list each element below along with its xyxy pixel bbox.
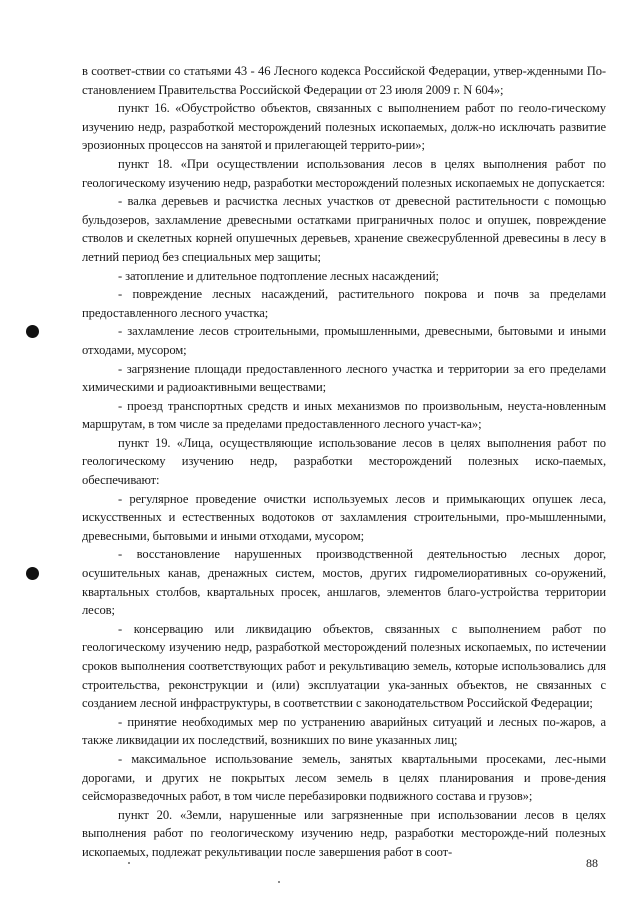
binder-hole-mark	[26, 325, 39, 338]
paragraph: в соответ-ствии со статьями 43 - 46 Лесного кодекса Российской Федерации, утвер-жденными По-становлением Правительства Российской Федерации от 23 июля 2009 г. N 604»;	[82, 64, 606, 97]
page-number: 88	[586, 856, 598, 870]
document-body	[82, 62, 606, 862]
paragraph: - затопление и длительное подтопление лесных насаждений;	[118, 268, 439, 283]
scan-speck	[278, 881, 280, 883]
paragraph: - повреждение лесных насаждений, растительного покрова и почв за пределами предоставленного лесного участка;	[82, 287, 606, 320]
paragraph: - загрязнение площади предоставленного лесного участка и территории за его пределами химическими и радиоактивными веществами;	[82, 361, 606, 395]
paragraph: - консервацию или ликвидацию объектов, связанных с выполнением работ по геологическому изучению недр, разработкой месторождений полезных ископаемых, по истечении сроков выполнения соответствующих работ и рекультивацию земель, которые использовались для строительства, реконструкции и (или) эксплуатации ука-занных объектов, не связанных с созданием лесной инфраструктуры, в соответствии с законодательством Российской Федерации;	[82, 621, 606, 711]
paragraph: пункт 16. «Обустройство объектов, связанных с выполнением работ по геоло-гическому изучению недр, разработкой месторождений полезных ископаемых, долж-но исключать развитие эрозионных процессов на занятой и прилегающей террито-рии»;	[82, 101, 606, 153]
paragraph: - захламление лесов строительными, промышленными, древесными, бытовыми и иными отходами, мусором;	[82, 324, 606, 357]
paragraph: - регулярное проведение очистки используемых лесов и примыкающих опушек леса, искусственных и естественных водотоков от захламления строительными, про-мышленными, древесными, бытовыми и иными отходами, мусором;	[82, 491, 606, 543]
binder-hole-mark	[26, 567, 39, 580]
paragraph: пункт 19. «Лица, осуществляющие использование лесов в целях выполнения работ по геологическому изучению недр, разработки месторождений полезных иско-паемых, обеспечивают:	[82, 435, 606, 488]
paragraph: пункт 20. «Земли, нарушенные или загрязненные при использовании лесов в целях выполнения работ по геологическому изучению недр, разработки месторожде-ний полезных ископаемых, подлежат рекультивации после завершения работ в соот-	[82, 807, 606, 859]
scan-speck	[128, 862, 130, 864]
paragraph: - максимальное использование земель, занятых квартальными просеками, лес-ными дорогами, и других не покрытых лесом земель в целях планирования и прове-дения сейсморазведочных работ, в том числе перебазировки подвижного состава и грузов»;	[82, 751, 606, 804]
paragraph: - восстановление нарушенных производственной деятельностью лесных дорог, осушительных канав, дренажных систем, мостов, других гидромелиоративных со-оружений, квартальных столбов, квартальных просек, аншлагов, элементов благо-устройства территории лесов;	[82, 547, 606, 618]
paragraph: - валка деревьев и расчистка лесных участков от древесной растительности с помощью бульдозеров, захламление древесными остатками приграничных полос и опушек, повреждение стволов и скелетных корней опушечных деревьев, хранение свежесрубленной древесины в лесу в летний период без специальных мер защиты;	[82, 194, 606, 264]
paragraph: пункт 18. «При осуществлении использования лесов в целях выполнения работ по геологическому изучению недр, разработки месторождений полезных ископаемых не допускается:	[82, 156, 606, 190]
paragraph: - принятие необходимых мер по устранению аварийных ситуаций и лесных по-жаров, а также ликвидации их последствий, возникших по вине указанных лиц;	[82, 714, 606, 748]
paragraph: - проезд транспортных средств и иных механизмов по произвольным, неуста-новленным маршрутам, в том числе за пределами предоставленного лесного участ-ка»;	[82, 398, 606, 432]
